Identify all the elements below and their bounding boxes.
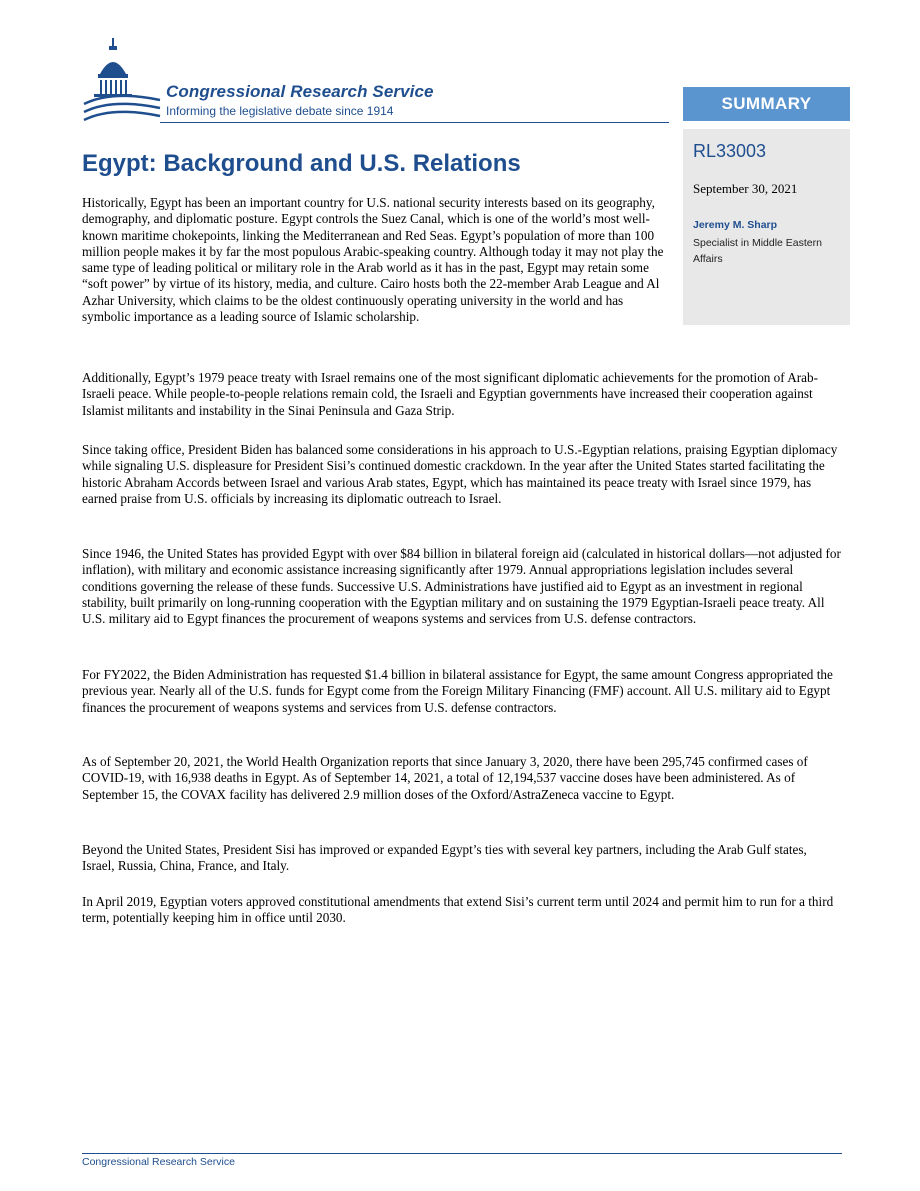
body-paragraph: Historically, Egypt has been an important country for U.S. national security interests based on its geography, demography, and diplomatic posture. Egypt controls the Suez Canal, which is one of the world’s most well-known maritime chokepoints, linking the Mediterranean and Red Seas. Egypt’s population of more than 100 million people makes it by far the most populous Arabic-speaking country. Although today it may not play the same type of leading political or military role in the Arab world as it has in the past, Egypt may retain some “soft power” by virtue of its history, media, and culture. Cairo hosts both the 22-member Arab League and Al Azhar University, which claims to be the oldest continuously operating university in the world and has symbolic importance as a leading source of Islamic scholarship. <box>82 195 664 325</box>
body-paragraph: Additionally, Egypt’s 1979 peace treaty with Israel remains one of the most significant diplomatic achievements for the promotion of Arab-Israeli peace. While people-to-people relations remain cold, the Israeli and Egyptian governments have increased their cooperation against Islamist militants and instability in the Sinai Peninsula and Gaza Strip. <box>82 370 818 418</box>
body-paragraph: In April 2019, Egyptian voters approved constitutional amendments that extend Sisi’s current term until 2024 and permit him to run for a third term, potentially keeping him in office until 2030. <box>82 894 834 926</box>
body-paragraph: As of September 20, 2021, the World Health Organization reports that since January 3, 2020, there have been 295,745 confirmed cases of COVID-19, with 16,938 deaths in Egypt. As of September 14, 2021, a total of 12,194,537 vaccine doses have been administered. As of September 15, the COVAX facility has delivered 2.9 million doses of the Oxford/AstraZeneca vaccine to Egypt. <box>82 754 808 802</box>
body-paragraph: Since taking office, President Biden has balanced some considerations in his approach to U.S.-Egyptian relations, praising Egyptian diplomacy while signaling U.S. displeasure for President Sisi’s continued domestic crackdown. In the year after the United States started facilitating the historic Abraham Accords between Israel and various Arab states, Egypt, which has maintained its peace treaty with Israel since 1979, has earned praise from U.S. officials by increasing its diplomatic outreach to Israel. <box>82 442 838 506</box>
author-name: Jeremy M. Sharp <box>693 219 778 231</box>
body-paragraph: Beyond the United States, President Sisi has improved or expanded Egypt’s ties with several key partners, including the Arab Gulf states, Israel, Russia, China, France, and Italy. <box>82 842 807 874</box>
author-title: Specialist in Middle Eastern Affairs <box>693 237 822 265</box>
report-number: RL33003 <box>693 141 767 161</box>
body-paragraph: Since 1946, the United States has provided Egypt with over $84 billion in bilateral foreign aid (calculated in historical dollars—not adjusted for inflation), with military and economic assistance increasing significantly after 1979. Annual appropriations legislation includes several conditions governing the release of these funds. Successive U.S. Administrations have justified aid to Egypt as an investment in regional stability, built primarily on long-running cooperation with the Egyptian military and on sustaining the 1979 Egyptian-Israeli peace treaty. All U.S. military aid to Egypt finances the procurement of weapons systems and services from U.S. defense contractors. <box>82 546 841 627</box>
org-name: Congressional Research Service <box>166 82 434 101</box>
header-divider <box>160 122 669 123</box>
summary-tab: SUMMARY <box>683 87 850 121</box>
report-date: September 30, 2021 <box>693 181 798 196</box>
page-title: Egypt: Background and U.S. Relations <box>82 150 521 177</box>
org-tagline: Informing the legislative debate since 1914 <box>166 104 394 118</box>
body-paragraph: For FY2022, the Biden Administration has requested $1.4 billion in bilateral assistance for Egypt, the same amount Congress appropriated the previous year. Nearly all of the U.S. funds for Egypt come from the Foreign Military Financing (FMF) account. All U.S. military aid to Egypt finances the procurement of weapons systems and services from U.S. defense contractors. <box>82 667 833 715</box>
capitol-dome-icon <box>82 34 162 124</box>
footer-text: Congressional Research Service <box>82 1156 235 1168</box>
summary-box <box>683 129 850 325</box>
footer-divider <box>82 1153 842 1154</box>
crs-logo <box>82 34 482 124</box>
